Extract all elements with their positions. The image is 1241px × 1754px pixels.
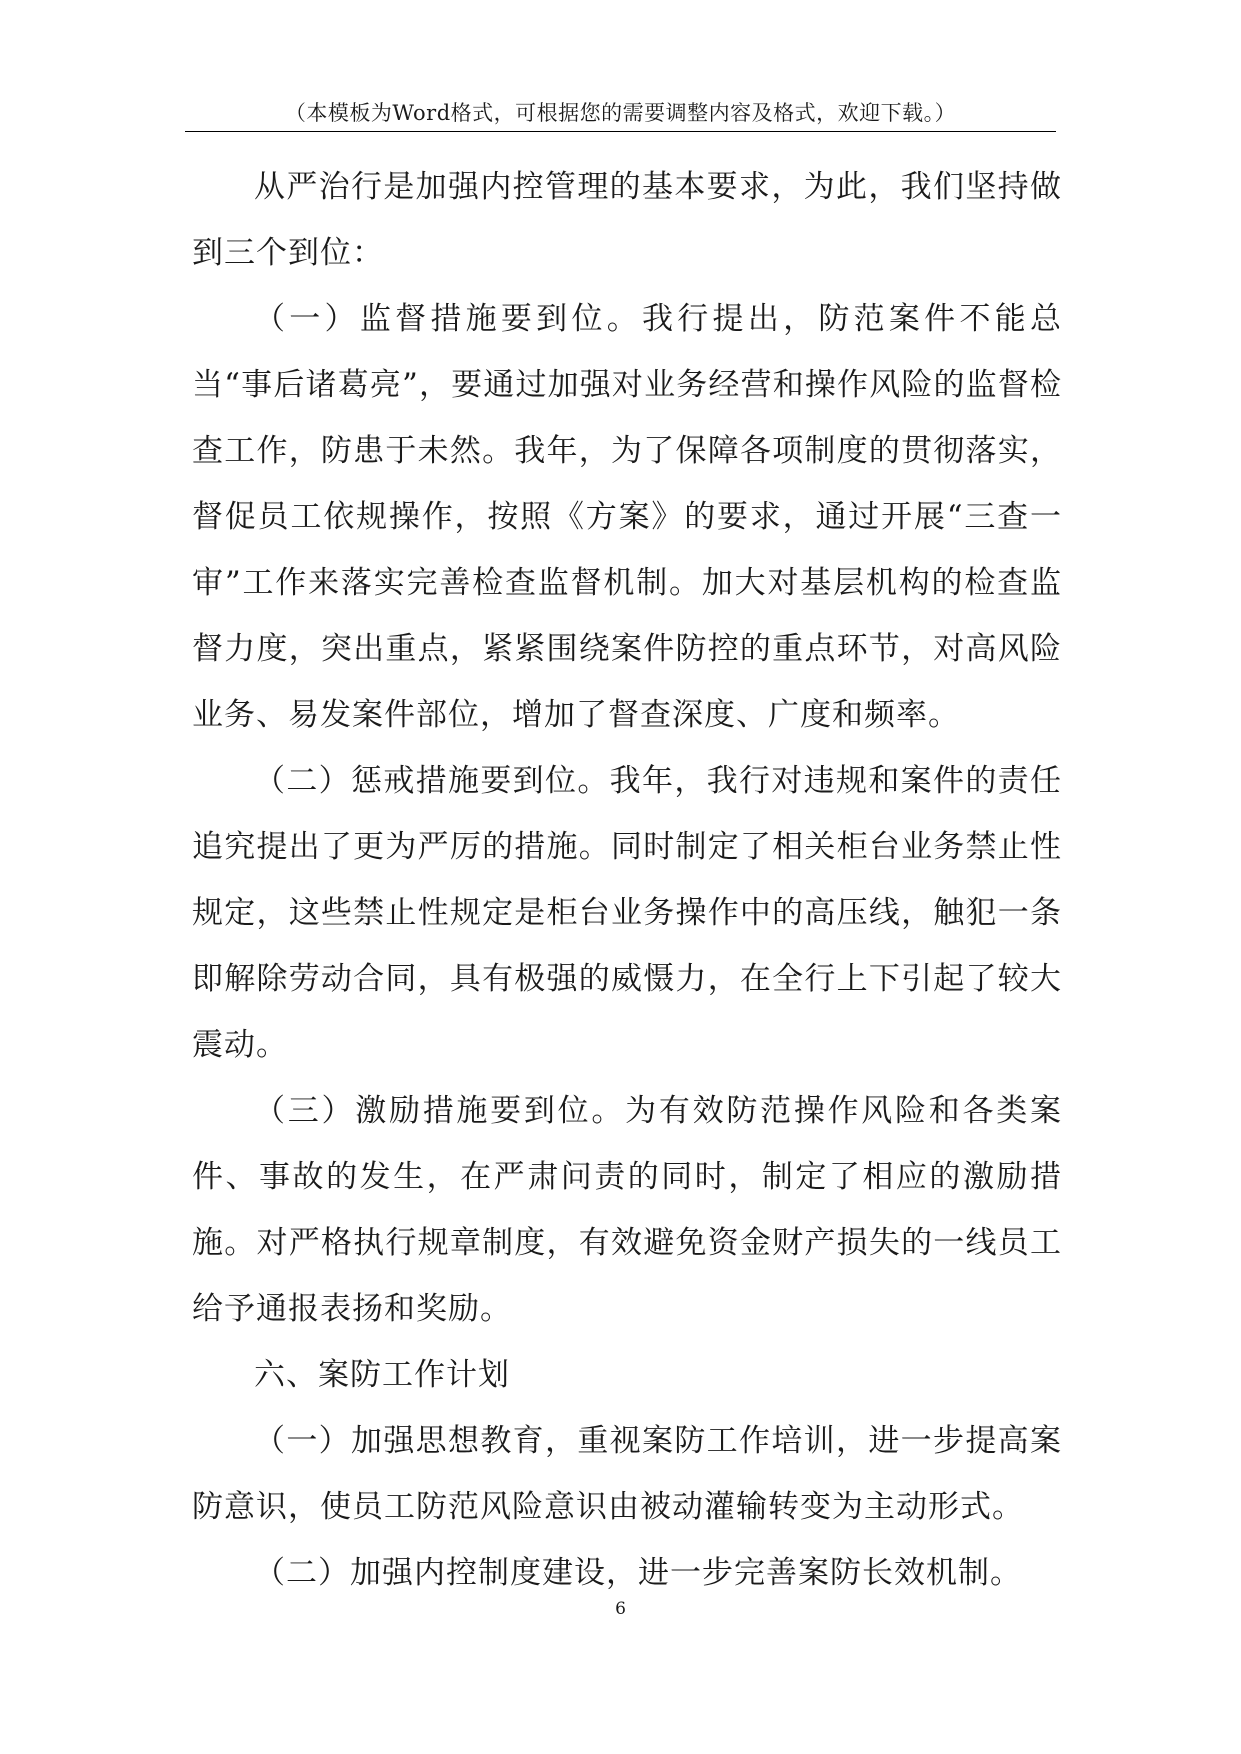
paragraph-incentive: （三）激励措施要到位。为有效防范操作风险和各类案件、事故的发生，在严肃问责的同时，制定了相应的激励措施。对严格执行规章制度，有效避免资金财产损失的一线员工给予通报表扬和奖励。	[192, 1093, 1062, 1327]
paragraph-supervision: （一）监督措施要到位。我行提出，防范案件不能总当“事后诸葛亮”，要通过加强对业务经营和操作风险的监督检查工作，防患于未然。我年，为了保障各项制度的贯彻落实，督促员工依规操作，按照《方案》的要求，通过开展“三查一审”工作来落实完善检查监督机制。加大对基层机构的检查监督力度，突出重点，紧紧围绕案件防控的重点环节，对高风险业务、易发案件部位，增加了督查深度、广度和频率。	[192, 301, 1062, 733]
paragraph-intro: 从严治行是加强内控管理的基本要求，为此，我们坚持做到三个到位：	[192, 169, 1062, 271]
template-notice: （本模板为Word格式，可根据您的需要调整内容及格式，欢迎下载。）	[284, 101, 957, 125]
document-body	[192, 154, 1062, 1606]
page-number: 6	[615, 1599, 626, 1619]
paragraph-plan-education: （一）加强思想教育，重视案防工作培训，进一步提高案防意识，使员工防范风险意识由被动灌输转变为主动形式。	[192, 1423, 1062, 1525]
section-heading-plan: 六、案防工作计划	[254, 1357, 510, 1393]
header-divider	[185, 131, 1056, 132]
paragraph-discipline: （二）惩戒措施要到位。我年，我行对违规和案件的责任追究提出了更为严厉的措施。同时制定了相关柜台业务禁止性规定，这些禁止性规定是柜台业务操作中的高压线，触犯一条即解除劳动合同，具有极强的威慑力，在全行上下引起了较大震动。	[192, 763, 1062, 1063]
paragraph-plan-controls: （二）加强内控制度建设，进一步完善案防长效机制。	[254, 1555, 1022, 1591]
